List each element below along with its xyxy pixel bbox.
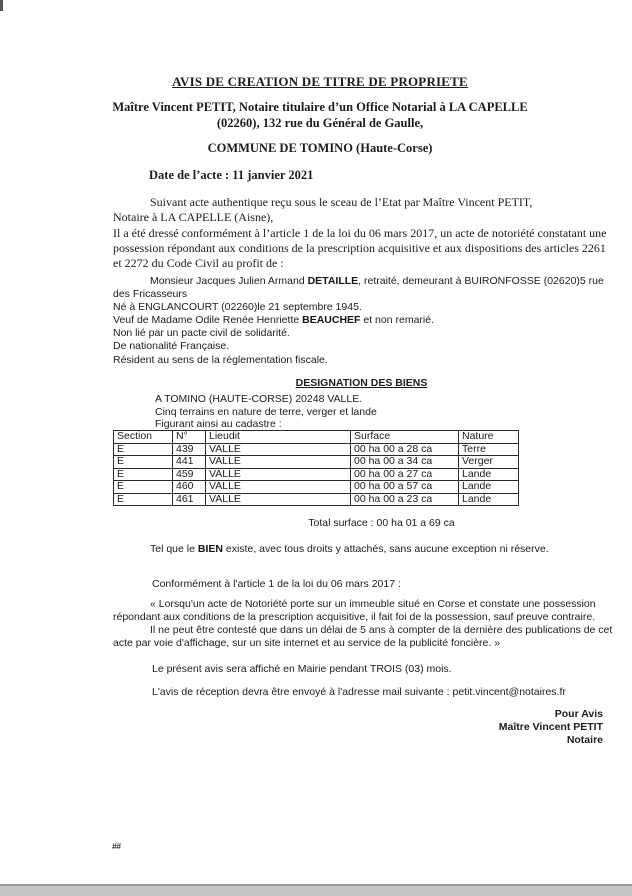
commune-heading: COMMUNE DE TOMINO (Haute-Corse)	[207, 141, 433, 155]
cell-section: E	[114, 493, 173, 506]
intro-paragraphs	[113, 195, 612, 271]
cell-surface: 00 ha 00 a 34 ca	[351, 456, 459, 469]
beneficiary-marital-post: et non remarié.	[360, 314, 435, 327]
cadastre-intro: Figurant ainsi au cadastre :	[155, 418, 282, 431]
designation-heading	[113, 377, 610, 389]
beneficiary-surname: DETAILLE	[307, 275, 359, 287]
intro-p1-line1: Suivant acte authentique reçu sous le sceau de l’Etat par Maître Vincent PETIT,	[150, 195, 533, 209]
scan-corner-artifact	[0, 0, 3, 11]
bien-statement-post: existe, avec tous droits y attachés, sans aucune exception ni réserve.	[222, 543, 549, 555]
cell-surface: 00 ha 00 a 23 ca	[351, 493, 459, 506]
cell-surface: 00 ha 00 a 57 ca	[351, 481, 459, 494]
cell-section: E	[114, 443, 173, 456]
notary-line-1: Maître Vincent PETIT, Notaire titulaire d’un Office Notarial à LA CAPELLE	[112, 100, 528, 114]
col-header-numero: N°	[173, 431, 206, 444]
table-header-row	[114, 431, 519, 444]
cell-numero: 439	[173, 443, 206, 456]
property-description	[155, 393, 377, 431]
beneficiary-pacs: Non lié par un pacte civil de solidarité.	[113, 327, 290, 340]
cell-lieudit: VALLE	[206, 493, 351, 506]
bien-statement-pre: Tel que le	[150, 543, 198, 555]
cell-section: E	[114, 481, 173, 494]
beneficiary-details	[113, 275, 612, 367]
col-header-section: Section	[114, 431, 173, 444]
signature-block	[313, 708, 603, 747]
table-row	[114, 456, 519, 469]
notary-office-heading	[50, 100, 590, 131]
cell-nature: Lande	[459, 493, 519, 506]
cell-numero: 460	[173, 481, 206, 494]
notary-line-2: (02260), 132 rue du Général de Gaulle,	[216, 115, 424, 130]
document-title-text: AVIS DE CREATION DE TITRE DE PROPRIETE	[172, 74, 468, 89]
law-quotation	[113, 598, 614, 650]
cell-surface: 00 ha 00 a 28 ca	[351, 443, 459, 456]
cell-section: E	[114, 468, 173, 481]
cell-nature: Verger	[459, 456, 519, 469]
document-title	[50, 74, 590, 90]
cell-numero: 461	[173, 493, 206, 506]
table-row	[114, 443, 519, 456]
signature-pour-avis: Pour Avis	[554, 708, 603, 720]
beneficiary-nationality: De nationalité Française.	[113, 340, 230, 353]
property-location: A TOMINO (HAUTE-CORSE) 20248 VALLE.	[155, 393, 363, 405]
law-quotation-p1: « Lorsqu'un acte de Notoriété porte sur un immeuble situé en Corse et constate une possession répondant aux conditions de la prescription acquisitive, il fait foi de la possession, sauf preuve contraire.	[113, 598, 596, 623]
beneficiary-residence: Résident au sens de la réglementation fiscale.	[113, 353, 328, 366]
beneficiary-marital-pre: Veuf de Madame Odile Renée Henriette	[113, 314, 303, 327]
cell-nature: Terre	[459, 443, 519, 456]
table-row	[114, 493, 519, 506]
col-header-surface: Surface	[351, 431, 459, 444]
spouse-surname: BEAUCHEF	[302, 314, 361, 327]
acte-date: Date de l’acte : 11 janvier 2021	[149, 168, 314, 182]
law-reference: Conformément à l'article 1 de la loi du 06 mars 2017 :	[152, 578, 401, 590]
signature-title: Notaire	[566, 734, 603, 746]
cell-lieudit: VALLE	[206, 481, 351, 494]
law-quotation-p2: Il ne peut être contesté que dans un délai de 5 ans à compter de la dernière des publications de cet acte par voie d'affichage, sur un site internet et au service de la publicité foncière. »	[113, 623, 613, 649]
col-header-lieudit: Lieudit	[206, 431, 351, 444]
bien-statement	[150, 543, 549, 555]
intro-p2: Il a été dressé conformément à l’article 1 de la loi du 06 mars 2017, un acte de notoriété constatant une possession répondant aux conditions de la prescription acquisitive et aux dispositions des articles 2261 et 2272 du Code Civil au profit de :	[113, 225, 607, 271]
cell-surface: 00 ha 00 a 27 ca	[351, 468, 459, 481]
cell-lieudit: VALLE	[206, 443, 351, 456]
cell-lieudit: VALLE	[206, 456, 351, 469]
page-footer-mark: ##	[112, 841, 121, 851]
cell-numero: 441	[173, 456, 206, 469]
bien-word: BIEN	[197, 543, 223, 555]
reception-notice: L'avis de réception devra être envoyé à l'adresse mail suivante : petit.vincent@notaires.fr	[152, 686, 566, 698]
signature-notary-name: Maître Vincent PETIT	[498, 721, 603, 733]
intro-p1-line2: Notaire à LA CAPELLE (Aisne),	[113, 210, 274, 225]
designation-heading-text: DESIGNATION DES BIENS	[295, 377, 428, 389]
cell-numero: 459	[173, 468, 206, 481]
beneficiary-marital	[113, 314, 612, 327]
beneficiary-identity-pre: Monsieur Jacques Julien Armand	[150, 275, 308, 287]
cadastre-table	[113, 430, 519, 506]
col-header-nature: Nature	[459, 431, 519, 444]
table-row	[114, 481, 519, 494]
beneficiary-identity	[113, 275, 612, 301]
beneficiary-birth: Né à ENGLANCOURT (02260)le 21 septembre 1945.	[113, 301, 362, 314]
property-nature: Cinq terrains en nature de terre, verger et lande	[155, 405, 377, 418]
cell-section: E	[114, 456, 173, 469]
display-notice: Le présent avis sera affiché en Mairie pendant TROIS (03) mois.	[152, 663, 452, 675]
cell-lieudit: VALLE	[206, 468, 351, 481]
total-surface: Total surface : 00 ha 01 a 69 ca	[308, 517, 455, 529]
cell-nature: Lande	[459, 468, 519, 481]
scan-bottom-edge	[0, 884, 632, 896]
beneficiary-identity-post: , retraité, demeurant à BUIRONFOSSE (02620)5 rue des Fricasseurs	[113, 275, 604, 301]
cell-nature: Lande	[459, 481, 519, 494]
table-row	[114, 468, 519, 481]
